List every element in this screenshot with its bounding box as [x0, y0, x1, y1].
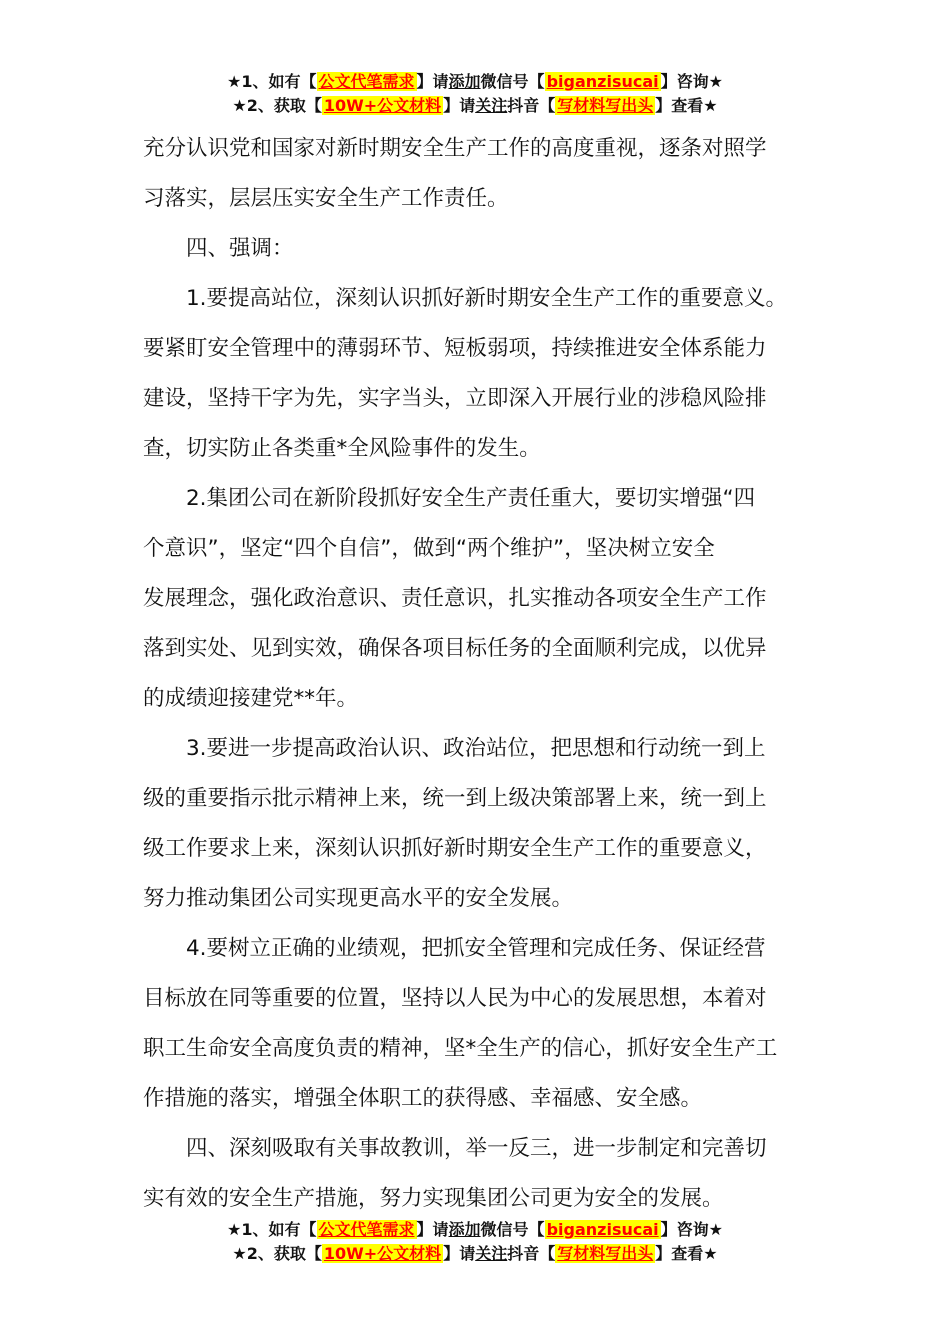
banner-text: 】请 [443, 96, 476, 115]
banner-text: 微信号【 [480, 72, 545, 91]
banner-underline: 关注 [475, 96, 508, 115]
document-body [143, 124, 823, 1224]
text-line: 查，切实防止各类重*全风险事件的发生。 [143, 436, 541, 461]
text-line: 3.要进一步提高政治认识、政治站位，把思想和行动统一到上 [186, 736, 766, 761]
banner-text: 】查看★ [655, 96, 718, 115]
banner-text: 微信号【 [480, 1220, 545, 1239]
text-line: 目标放在同等重要的位置，坚持以人民为中心的发展思想，本着对 [143, 986, 767, 1011]
section-heading [143, 224, 823, 274]
text-line: 发展理念，强化政治意识、责任意识，扎实推动各项安全生产工作 [143, 586, 767, 611]
top-banner [0, 70, 950, 118]
banner-line-2 [0, 94, 950, 118]
banner-text: 抖音【 [507, 1244, 556, 1263]
text-line: 级的重要指示批示精神上来，统一到上级决策部署上来，统一到上 [143, 786, 767, 811]
text-line: 习落实，层层压实安全生产工作责任。 [143, 186, 509, 211]
banner-line-2 [0, 1242, 950, 1266]
item-4-paragraph [143, 924, 823, 1124]
item-1-paragraph [143, 274, 823, 474]
text-line: 级工作要求上来，深刻认识抓好新时期安全生产工作的重要意义， [143, 836, 767, 861]
banner-text: 抖音【 [507, 96, 556, 115]
intro-paragraph [143, 124, 823, 224]
text-line: 落到实处、见到实效，确保各项目标任务的全面顺利完成，以优异 [143, 636, 767, 661]
banner-text: 】咨询★ [660, 72, 723, 91]
bottom-banner [0, 1218, 950, 1266]
banner-highlight: 10W+公文材料 [323, 1244, 442, 1263]
text-line: 2.集团公司在新阶段抓好安全生产责任重大，要切实增强“四 [186, 486, 756, 511]
section-4-paragraph [143, 1124, 823, 1224]
banner-highlight: 10W+公文材料 [323, 96, 442, 115]
text-line: 实有效的安全生产措施，努力实现集团公司更为安全的发展。 [143, 1186, 724, 1211]
banner-line-1 [0, 70, 950, 94]
banner-underline: 关注 [475, 1244, 508, 1263]
banner-underline: 添加 [448, 72, 481, 91]
banner-highlight: 公文代笔需求 [318, 1220, 415, 1239]
item-2-paragraph [143, 474, 823, 724]
banner-highlight: biganzisucai [546, 72, 659, 91]
banner-highlight: 写材料写出头 [557, 96, 654, 115]
banner-highlight: 写材料写出头 [557, 1244, 654, 1263]
text-line: 努力推动集团公司实现更高水平的安全发展。 [143, 886, 574, 911]
text-line: 四、深刻吸取有关事故教训，举一反三，进一步制定和完善切 [186, 1136, 767, 1161]
banner-text: 】查看★ [655, 1244, 718, 1263]
banner-highlight: 公文代笔需求 [318, 72, 415, 91]
text-line: 职工生命安全高度负责的精神，坚*全生产的信心，抓好安全生产工 [143, 1036, 778, 1061]
text-line: 建设，坚持干字为先，实字当头，立即深入开展行业的涉稳风险排 [143, 386, 767, 411]
text-line: 要紧盯安全管理中的薄弱环节、短板弱项，持续推进安全体系能力 [143, 336, 767, 361]
banner-text: 】咨询★ [660, 1220, 723, 1239]
banner-text: ★1、如有【 [227, 1220, 317, 1239]
item-3-paragraph [143, 724, 823, 924]
banner-underline: 添加 [448, 1220, 481, 1239]
text-line: 4.要树立正确的业绩观，把抓安全管理和完成任务、保证经营 [186, 936, 766, 961]
banner-highlight: biganzisucai [546, 1220, 659, 1239]
banner-text: 】请 [443, 1244, 476, 1263]
banner-line-1 [0, 1218, 950, 1242]
banner-text: 】请 [416, 1220, 449, 1239]
banner-text: ★2、获取【 [232, 1244, 322, 1263]
banner-text: ★1、如有【 [227, 72, 317, 91]
text-line: 充分认识党和国家对新时期安全生产工作的高度重视，逐条对照学 [143, 136, 767, 161]
banner-text: ★2、获取【 [232, 96, 322, 115]
text-line: 四、强调： [186, 236, 294, 261]
text-line: 1.要提高站位，深刻认识抓好新时期安全生产工作的重要意义。 [186, 286, 788, 311]
banner-text: 】请 [416, 72, 449, 91]
text-line: 的成绩迎接建党**年。 [143, 686, 359, 711]
text-line: 个意识”，坚定“四个自信”，做到“两个维护”，坚决树立安全 [143, 536, 715, 561]
text-line: 作措施的落实，增强全体职工的获得感、幸福感、安全感。 [143, 1086, 703, 1111]
